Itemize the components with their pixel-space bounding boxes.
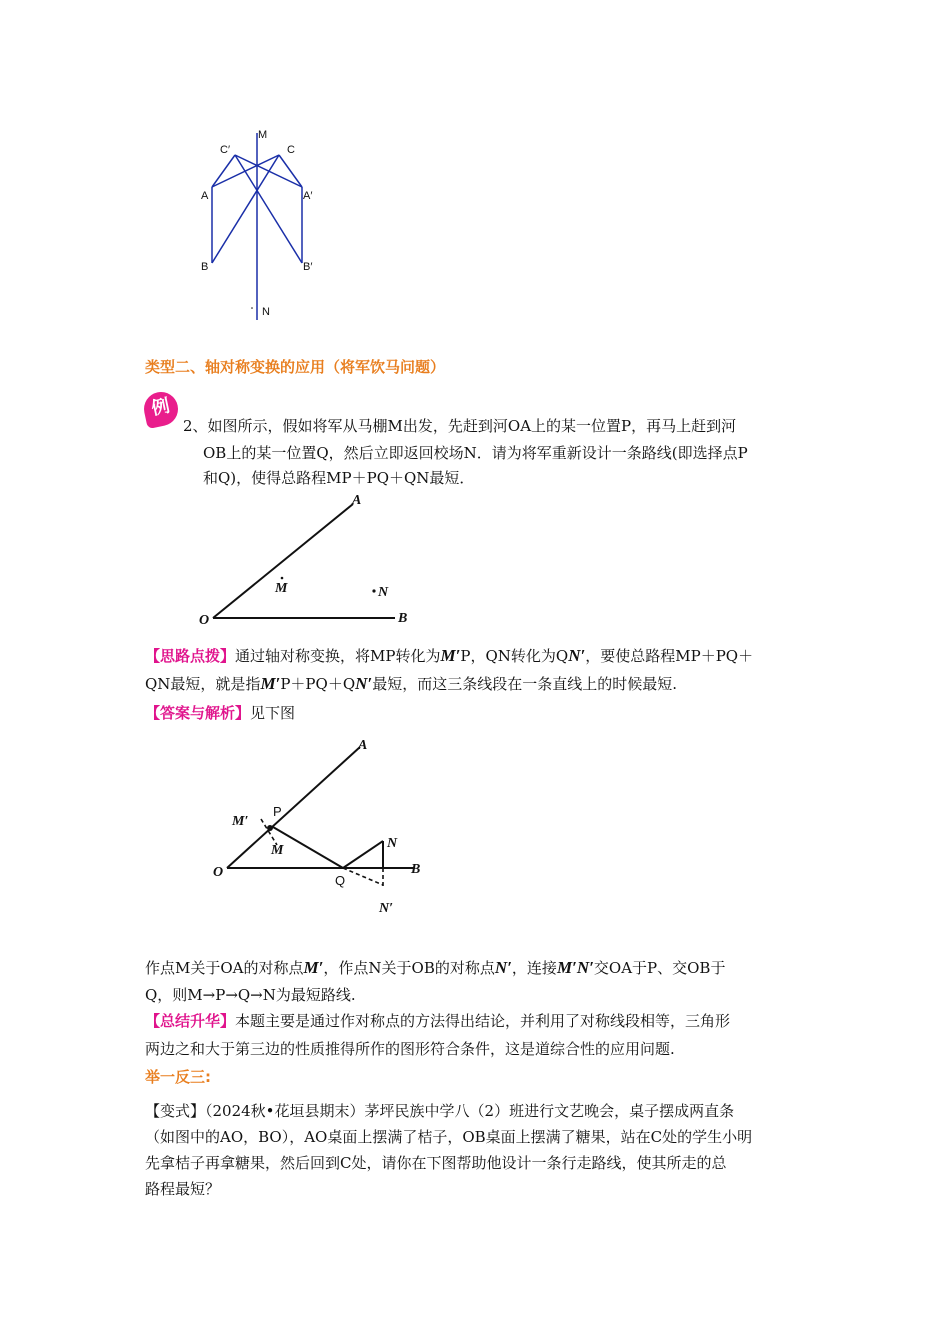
- explain-line-2: Q，则M→P→Q→N为最短路线.: [145, 986, 356, 1004]
- answer-tag: 【答案与解析】: [145, 704, 251, 722]
- label-c-prime: C′: [220, 144, 231, 156]
- example-line-2: OB上的某一位置Q，然后立即返回校场N．请为将军重新设计一条路线(即选择点P: [203, 444, 748, 462]
- variant-line-4: 路程最短？: [145, 1180, 221, 1198]
- label-a-prime: A′: [303, 190, 313, 202]
- label-n: N: [378, 585, 389, 600]
- label-b: B: [411, 862, 421, 877]
- hint-tag: 【思路点拨】: [145, 647, 236, 665]
- section-title: 类型二、轴对称变换的应用（将军饮马问题）: [145, 358, 446, 376]
- m-prime: M′: [440, 646, 461, 665]
- path-p-q: [273, 827, 343, 868]
- figure-symmetry-lines: [195, 125, 325, 325]
- n-prime: N′: [568, 646, 586, 665]
- answer-line: 【答案与解析】见下图: [145, 704, 296, 722]
- label-o: O: [213, 865, 224, 880]
- dashed-m-m2: [261, 819, 277, 845]
- label-o: O: [199, 613, 210, 628]
- dashed-q-n2: [343, 868, 383, 885]
- label-q: Q: [335, 873, 346, 888]
- variant-line-2: （如图中的AO，BO），AO桌面上摆满了桔子，OB桌面上摆满了糖果，站在C处的学生小明: [145, 1128, 753, 1146]
- hint-line-1: 【思路点拨】通过轴对称变换，将MP转化为M′P，QN转化为QN′，要使总路程MP＋PQ＋: [145, 646, 754, 665]
- example-line-1: 2、如图所示，假如将军从马棚M出发，先赶到河OA上的某一位置P，再马上赶到河: [183, 417, 737, 435]
- label-p: P: [273, 804, 282, 819]
- figure-angle-problem: [195, 490, 425, 630]
- explain-line-1: 作点M关于OA的对称点M′，作点N关于OB的对称点N′，连接M′N′交OA于P、交OB于: [145, 958, 726, 977]
- example-badge: 例: [141, 389, 181, 429]
- label-n: N: [262, 306, 270, 318]
- label-n-prime: N′: [379, 901, 394, 916]
- label-b-prime: B′: [303, 261, 313, 273]
- label-b: B: [201, 261, 209, 273]
- label-m: M: [271, 843, 284, 858]
- label-b: B: [398, 611, 408, 626]
- ray-oa: [213, 504, 353, 618]
- label-n: N: [387, 836, 398, 851]
- summary-line-1: 【总结升华】本题主要是通过作对称点的方法得出结论，并利用了对称线段相等，三角形: [145, 1012, 731, 1030]
- figure-solution: [205, 735, 435, 920]
- variant-line-1: 【变式】（2024秋•花垣县期末）茅坪民族中学八（2）班进行文艺晚会，桌子摆成两直条: [145, 1102, 735, 1120]
- label-m: M: [275, 581, 288, 596]
- label-c: C: [287, 144, 295, 156]
- summary-line-2: 两边之和大于第三边的性质推得所作的图形符合条件，这是道综合性的应用问题.: [145, 1040, 675, 1058]
- label-m-prime: M′: [232, 814, 249, 829]
- variant-line-3: 先拿桔子再拿糖果，然后回到C处，请你在下图帮助他设计一条行走路线，使其所走的总: [145, 1154, 727, 1172]
- summary-tag: 【总结升华】: [145, 1012, 236, 1030]
- practice-title: 举一反三:: [145, 1068, 211, 1086]
- example-line-3: 和Q)，使得总路程MP＋PQ＋QN最短．: [203, 469, 475, 487]
- path-q-n: [343, 841, 383, 868]
- hint-line-2: QN最短，就是指M′P＋PQ＋QN′最短，而这三条线段在一条直线上的时候最短.: [145, 674, 677, 693]
- label-m: M: [258, 129, 268, 141]
- label-a: A: [201, 190, 209, 202]
- label-a: A: [358, 738, 368, 753]
- label-a: A: [352, 493, 362, 508]
